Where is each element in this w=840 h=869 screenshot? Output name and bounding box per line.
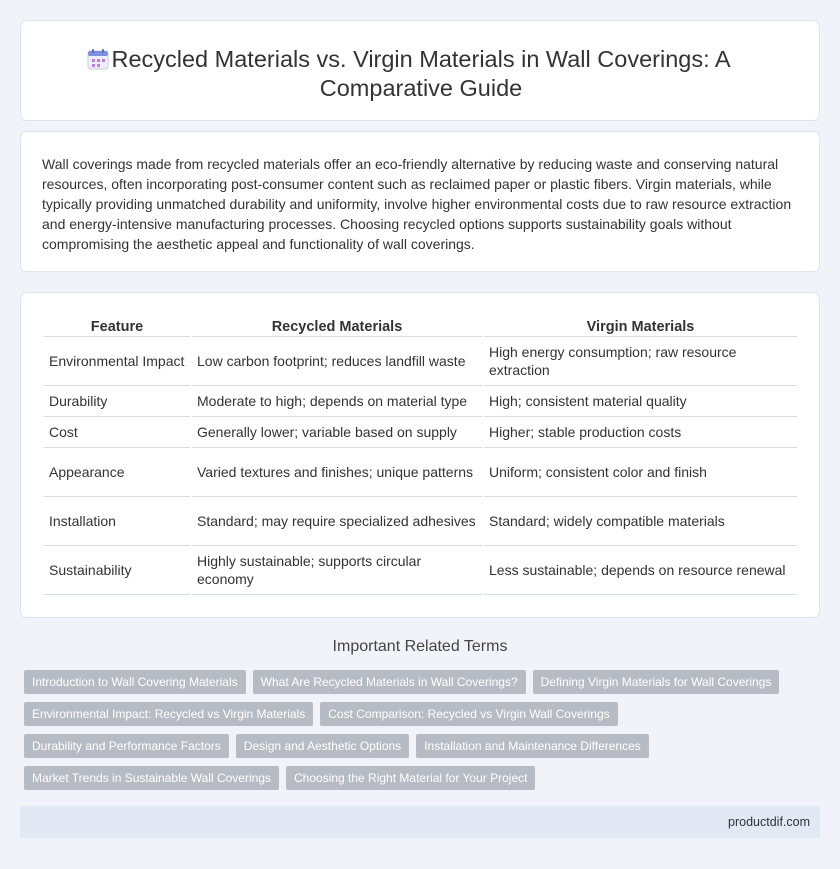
related-term-tag[interactable]: Environmental Impact: Recycled vs Virgin Materials bbox=[24, 702, 313, 726]
table-row bbox=[44, 546, 797, 595]
site-link[interactable]: productdif.com bbox=[728, 815, 810, 829]
table-header-row bbox=[44, 315, 797, 337]
comparison-table bbox=[42, 315, 799, 595]
table-cell: Standard; may require specialized adhesives bbox=[192, 497, 482, 546]
table-cell: Higher; stable production costs bbox=[484, 417, 797, 448]
table-cell: Generally lower; variable based on supply bbox=[192, 417, 482, 448]
related-term-tag[interactable]: Installation and Maintenance Differences bbox=[416, 734, 649, 758]
related-term-tag[interactable]: Design and Aesthetic Options bbox=[236, 734, 409, 758]
column-header: Recycled Materials bbox=[192, 315, 482, 337]
tag-row bbox=[24, 702, 618, 726]
tag-row bbox=[24, 670, 779, 694]
comparison-card bbox=[20, 292, 820, 618]
tag-row bbox=[24, 734, 649, 758]
table-cell: Appearance bbox=[44, 448, 190, 497]
related-term-tag[interactable]: Market Trends in Sustainable Wall Coverings bbox=[24, 766, 279, 790]
table-cell: Less sustainable; depends on resource renewal bbox=[484, 546, 797, 595]
column-header: Virgin Materials bbox=[484, 315, 797, 337]
column-header: Feature bbox=[44, 315, 190, 337]
table-cell: Sustainability bbox=[44, 546, 190, 595]
table-cell: Cost bbox=[44, 417, 190, 448]
tag-row bbox=[24, 766, 535, 790]
related-terms-heading: Important Related Terms bbox=[332, 638, 508, 655]
related-term-tag[interactable]: Defining Virgin Materials for Wall Coverings bbox=[533, 670, 780, 694]
table-cell: High; consistent material quality bbox=[484, 386, 797, 417]
table-cell: High energy consumption; raw resource extraction bbox=[484, 337, 797, 386]
table-cell: Moderate to high; depends on material type bbox=[192, 386, 482, 417]
related-term-tag[interactable]: Choosing the Right Material for Your Project bbox=[286, 766, 535, 790]
table-row bbox=[44, 497, 797, 546]
page-title: Recycled Materials vs. Virgin Materials in Wall Coverings: A Comparative Guide bbox=[111, 46, 731, 101]
intro-paragraph: Wall coverings made from recycled materials offer an eco-friendly alternative by reducing waste and conserving natural resources, often incorporating post-consumer content such as reclaimed paper or plastic fibers. Virgin materials, while typically providing unmatched durability and uniformity, involve higher environmental costs due to raw resource extraction and energy-intensive manufacturing processes. Choosing recycled options supports sustainability goals without compromising the aesthetic appeal and functionality of wall coverings. bbox=[42, 156, 792, 252]
table-cell: Standard; widely compatible materials bbox=[484, 497, 797, 546]
table-cell: Uniform; consistent color and finish bbox=[484, 448, 797, 497]
table-cell: Low carbon footprint; reduces landfill waste bbox=[192, 337, 482, 386]
table-cell: Highly sustainable; supports circular economy bbox=[192, 546, 482, 595]
table-row bbox=[44, 448, 797, 497]
table-cell: Environmental Impact bbox=[44, 337, 190, 386]
related-term-tag[interactable]: Durability and Performance Factors bbox=[24, 734, 229, 758]
related-term-tag[interactable]: What Are Recycled Materials in Wall Coverings? bbox=[253, 670, 526, 694]
intro-card bbox=[20, 131, 820, 272]
table-cell: Varied textures and finishes; unique patterns bbox=[192, 448, 482, 497]
table-cell: Installation bbox=[44, 497, 190, 546]
title-card bbox=[20, 20, 820, 121]
table-row bbox=[44, 337, 797, 386]
related-term-tag[interactable]: Introduction to Wall Covering Materials bbox=[24, 670, 246, 694]
related-term-tag[interactable]: Cost Comparison: Recycled vs Virgin Wall Coverings bbox=[320, 702, 617, 726]
table-cell: Durability bbox=[44, 386, 190, 417]
table-row bbox=[44, 386, 797, 417]
table-row bbox=[44, 417, 797, 448]
footer-bar bbox=[20, 806, 820, 838]
